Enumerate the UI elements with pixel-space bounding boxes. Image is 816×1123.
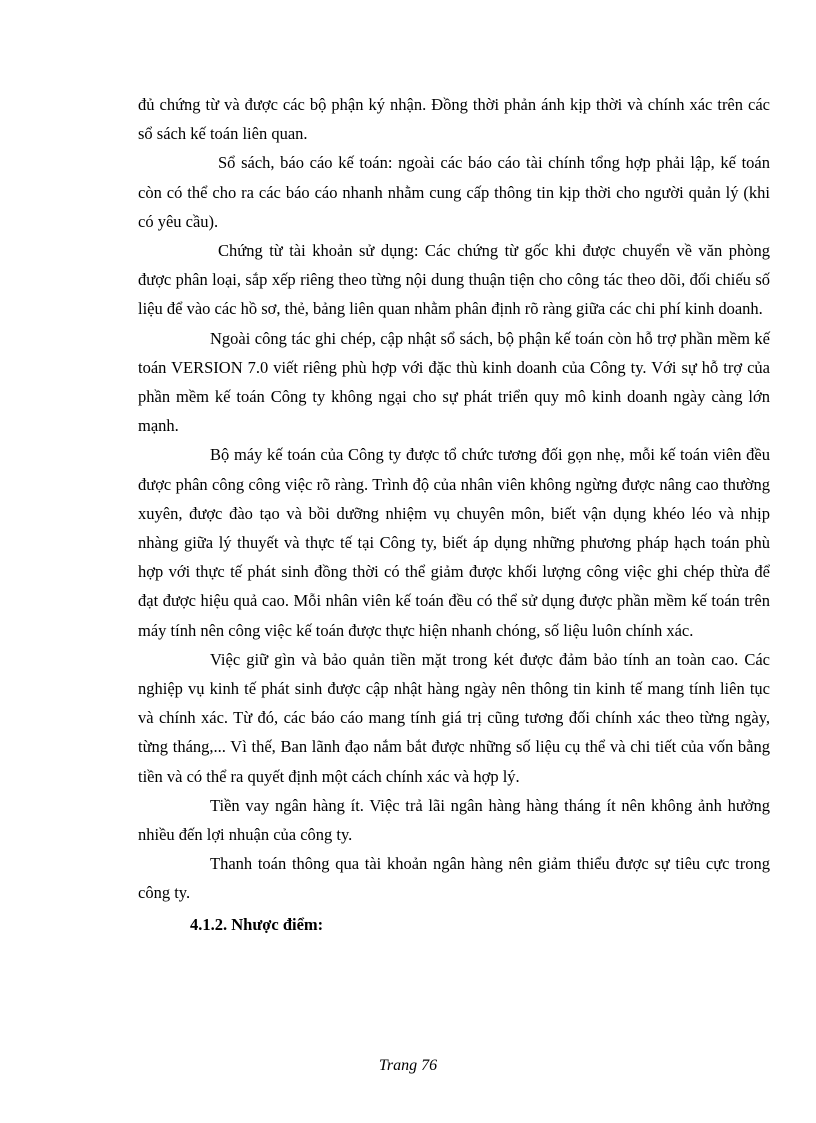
paragraph-phan-mem-ke-toan: Ngoài công tác ghi chép, cập nhật sổ sách, bộ phận kế toán còn hỗ trợ phần mềm kế toán VERSION 7.0 viết riêng phù hợp với đặc thù kinh doanh của Công ty. Với sự hỗ trợ của phần mềm kế toán Công ty không ngại cho sự phát triển quy mô kinh doanh ngày càng lớn mạnh. [138, 328, 770, 436]
paragraph-bo-may-ke-toan: Bộ máy kế toán của Công ty được tổ chức tương đối gọn nhẹ, mỗi kế toán viên đều được phân công công việc rõ ràng. Trình độ của nhân viên không ngừng được nâng cao thường xuyên, được đào tạo và bồi dưỡng nhiệm vụ chuyên môn, biết vận dụng khéo léo và nhịp nhàng giữa lý thuyết và thực tế tại Công ty, biết áp dụng những phương pháp hạch toán phù hợp với thực tế phát sinh đồng thời có thể giảm được khối lượng công việc ghi chép thừa để đạt được hiệu quả cao. Mỗi nhân viên kế toán đều có thể sử dụng được phần mềm kế toán trên máy tính nên công việc kế toán được thực hiện nhanh chóng, số liệu luôn chính xác. [138, 445, 770, 640]
body-text [138, 90, 770, 939]
paragraph-continuation: đủ chứng từ và được các bộ phận ký nhận. Đồng thời phản ánh kịp thời và chính xác trên các sổ sách kế toán liên quan. [138, 95, 770, 144]
paragraph-thanh-toan: Thanh toán thông qua tài khoản ngân hàng nên giảm thiểu được sự tiêu cực trong công ty. [138, 854, 770, 903]
page-number: Trang 76 [378, 1057, 438, 1074]
paragraph-chung-tu-tai-khoan: Chứng từ tài khoản sử dụng: Các chứng từ gốc khi được chuyển về văn phòng được phân loại, sắp xếp riêng theo từng nội dung thuận tiện cho công tác theo dõi, đối chiếu số liệu để vào các hồ sơ, thẻ, bảng liên quan nhằm phân định rõ ràng giữa các chi phí kinh doanh. [138, 241, 770, 319]
paragraph-so-sach-bao-cao: Sổ sách, báo cáo kế toán: ngoài các báo cáo tài chính tổng hợp phải lập, kế toán còn có thể cho ra các báo cáo nhanh nhằm cung cấp thông tin kịp thời cho người quản lý (khi có yêu cầu). [138, 153, 770, 231]
section-heading: 4.1.2. Nhược điểm: [190, 914, 324, 934]
paragraph-tien-mat: Việc giữ gìn và bảo quản tiền mặt trong két được đảm bảo tính an toàn cao. Các nghiệp vụ kinh tế phát sinh được cập nhật hàng ngày nên thông tin kinh tế mang tính liên tục và chính xác. Từ đó, các báo cáo mang tính giá trị cũng tương đối chính xác theo từng ngày, từng tháng,... Vì thế, Ban lãnh đạo nắm bắt được những số liệu cụ thể và chi tiết của vốn bằng tiền và có thể ra quyết định một cách chính xác và hợp lý. [138, 649, 770, 786]
paragraph-tien-vay: Tiền vay ngân hàng ít. Việc trả lãi ngân hàng hàng tháng ít nên không ảnh hưởng nhiều đến lợi nhuận của công ty. [138, 795, 770, 845]
